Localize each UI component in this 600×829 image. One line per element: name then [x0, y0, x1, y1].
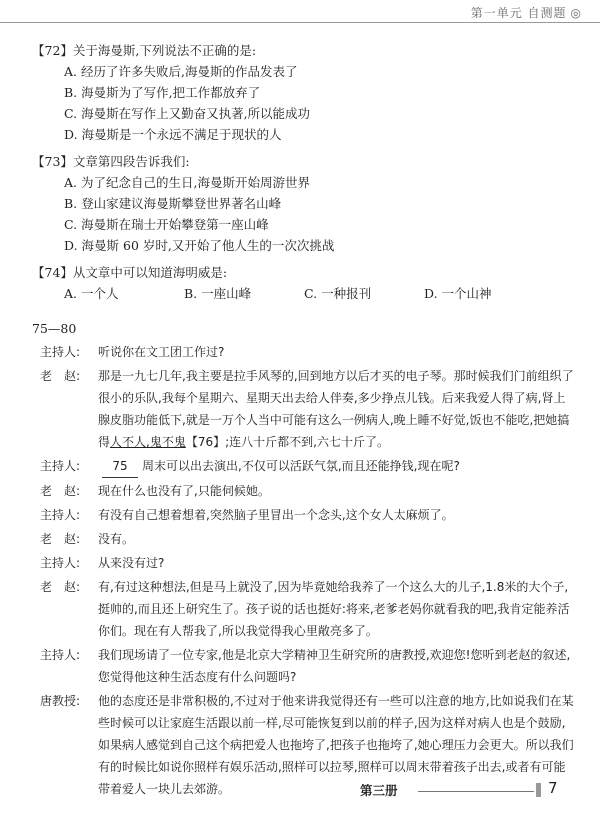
dialog-turn	[40, 552, 576, 574]
underlined-phrase: 人不人,鬼不鬼	[110, 435, 186, 449]
question-stem: 【73】文章第四段告诉我们:	[32, 154, 190, 169]
speaker: 主持人:	[40, 648, 81, 662]
dialog-turn	[40, 341, 576, 363]
volume-label: 第三册	[360, 783, 398, 798]
option-d: D. 一个山神	[424, 286, 492, 301]
target-icon: ◎	[570, 6, 582, 20]
page-number: 7	[548, 779, 558, 797]
speech	[98, 455, 576, 478]
unit-label	[471, 4, 582, 21]
dialog-turn	[40, 504, 576, 526]
speaker: 主持人:	[40, 459, 81, 473]
option-d: D. 海曼斯是一个永远不满足于现状的人	[64, 127, 282, 142]
speaker: 主持人:	[40, 556, 81, 570]
dialog-turn	[40, 576, 576, 642]
option-b: B. 登山家建议海曼斯攀登世界著名山峰	[64, 196, 282, 211]
speaker: 主持人:	[40, 345, 81, 359]
speech-part: 【76】;连八十斤都不到,六七十斤了。	[185, 435, 389, 449]
question-73	[32, 151, 576, 256]
header-rule	[0, 22, 600, 23]
page-header	[0, 0, 600, 24]
option-b: B. 海曼斯为了写作,把工作都放弃了	[64, 85, 261, 100]
option-c: C. 海曼斯在瑞士开始攀登第一座山峰	[64, 217, 269, 232]
speech: 听说你在文工团工作过?	[98, 345, 225, 359]
question-stem: 【74】从文章中可以知道海明威是:	[32, 265, 228, 280]
question-stem: 【72】关于海曼斯,下列说法不正确的是:	[32, 43, 257, 58]
dialog-turn	[40, 644, 576, 688]
option-b: B. 一座山峰	[184, 286, 252, 301]
answer-blank-75: 75	[102, 455, 138, 478]
question-74	[32, 262, 576, 304]
speaker: 老 赵:	[40, 484, 81, 498]
speech: 从来没有过?	[98, 556, 165, 570]
option-c: C. 一种报刊	[304, 286, 372, 301]
unit-label-text: 第一单元 自测题	[470, 6, 567, 20]
inline-options	[64, 283, 576, 304]
speaker: 唐教授:	[40, 694, 81, 708]
dialog-turn	[40, 365, 576, 453]
speech: 有,有过这种想法,但是马上就没了,因为毕竟她给我养了一个这么大的儿子,1.8米的大个子,挺帅的,而且还上研究生了。孩子说的话也挺好:将来,老爹老妈你就看我的吧,我肯定能养活你们。现在有人帮我了,所以我觉得我心里敞亮多了。	[98, 580, 570, 638]
speech	[98, 365, 576, 453]
speaker: 老 赵:	[40, 369, 81, 383]
option-a: A. 为了纪念自己的生日,海曼斯开始周游世界	[64, 175, 310, 190]
page-footer	[0, 781, 600, 801]
dialog-turn	[40, 528, 576, 550]
footer-rule	[418, 791, 534, 792]
speech-part: 那是一九七几年,我主要是拉手风琴的,回到地方以后才买的电子琴。那时候我们门前组织了很小的乐队,我每个星期六、星期天出去给人伴奏,多少挣点儿钱。后来我爱人得了病,肾上腺皮脂功能低下,就是一万个人当中可能有这么一例病人,晚上睡不好觉,饭也不能吃,把她搞得	[98, 369, 574, 449]
speaker: 老 赵:	[40, 532, 81, 546]
page-content	[32, 40, 576, 802]
speech: 没有。	[98, 532, 135, 546]
dialog	[40, 341, 576, 800]
speech: 他的态度还是非常积极的,不过对于他来讲我觉得还有一些可以注意的地方,比如说我们在某些时候可以让家庭生活跟以前一样,尽可能恢复到以前的样子,因为这样对病人也是个鼓励,如果病人感觉到自己这个病把爱人也拖垮了,把孩子也拖垮了,她心理压力会更大。所以我们有的时候比如说你照样有娱乐活动,照样可以拉琴,照样可以周末带着孩子出去,或者有可能带着爱人一块儿去郊游。	[98, 694, 574, 796]
option-c: C. 海曼斯在写作上又勤奋又执著,所以能成功	[64, 106, 311, 121]
dialog-turn	[40, 455, 576, 478]
dialog-turn	[40, 480, 576, 502]
speaker: 主持人:	[40, 508, 81, 522]
speech: 有没有自己想着想着,突然脑子里冒出一个念头,这个女人太麻烦了。	[98, 508, 454, 522]
speech-part: 周末可以出去演出,不仅可以活跃气氛,而且还能挣钱,现在呢?	[142, 459, 460, 473]
option-a: A. 一个人	[64, 286, 119, 301]
option-a: A. 经历了许多失败后,海曼斯的作品发表了	[64, 64, 298, 79]
question-72	[32, 40, 576, 145]
section-label: 75—80	[32, 321, 77, 336]
footer-bar	[536, 783, 541, 797]
option-d: D. 海曼斯 60 岁时,又开始了他人生的一次次挑战	[64, 238, 335, 253]
speaker: 老 赵:	[40, 580, 81, 594]
speech: 我们现场请了一位专家,他是北京大学精神卫生研究所的唐教授,欢迎您!您听到老赵的叙述,您觉得他这种生活态度有什么问题吗?	[98, 648, 571, 684]
speech: 现在什么也没有了,只能伺候她。	[98, 484, 270, 498]
